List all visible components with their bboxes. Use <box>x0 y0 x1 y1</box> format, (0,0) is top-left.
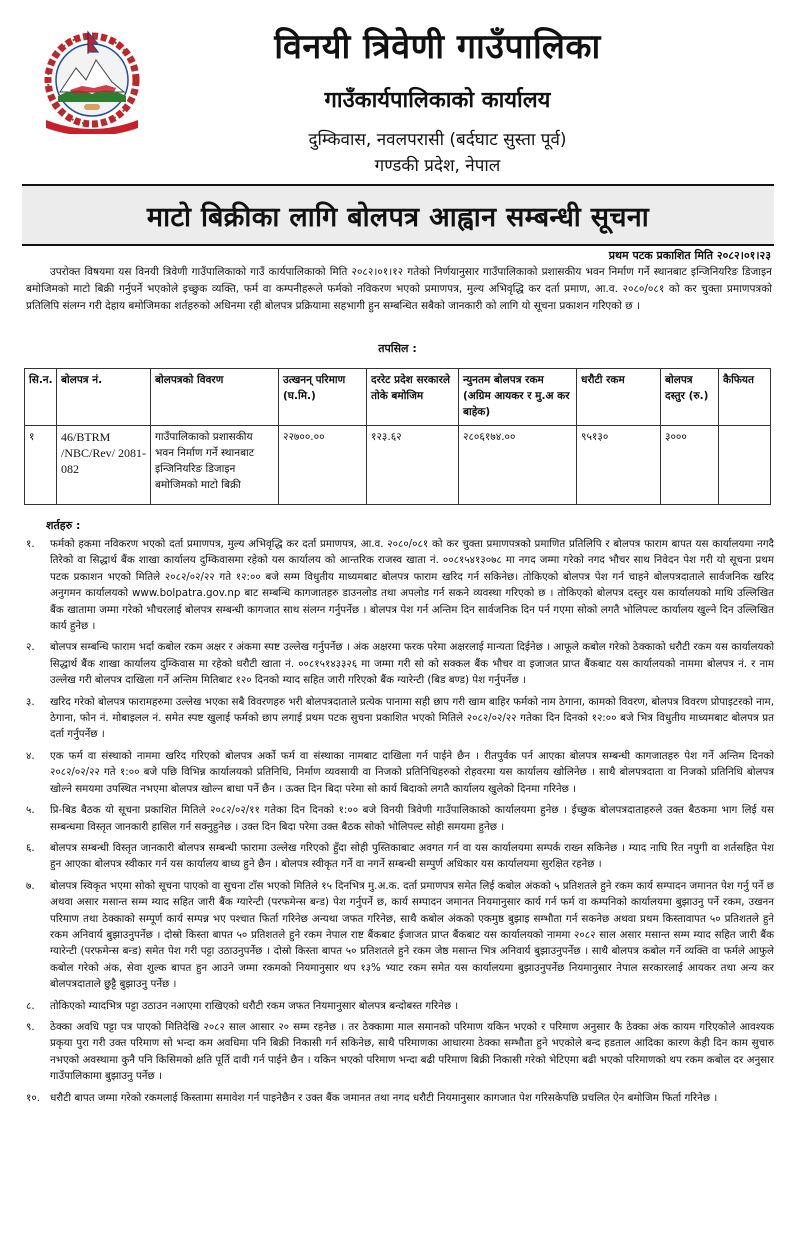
condition-number: १०. <box>26 1091 40 1104</box>
condition-text: बोलपत्र स्विकृत भएमा सोको सूचना पाएको वा सुचना टाँस भएको मितिले १५ दिनभित्र मु.अ.क. दर्ता प्रमाणपत्र समेत लिई कबोल अंकको ५ प्रतिशतले हुने रकम कार्य सम्पादन जमानत पेश गर्नु पर्ने छ अथवा असार मसान्त सम्म म्याद सहित जारी बैंक ग्यारेन्टी (परफमेन्स बन्ड) पेश गर्नुपर्ने छ, कार्य सम्पादन जमानत नियमानुसार कार्य गर्न फर्म वा कम्पनिको कार्यालयमा बुझाउनु पर्ने रकम, उखनन परिमाण तथा ठेक्काको सम्पूर्ण कार्य सम्पन्न भए पश्चात फिर्ता गरिनेछ अन्यथा जफत गरिनेछ, साथै कबोल अंकको एकमुष्ठ बुझाइ सम्भौता गर्न सकनेछ अथवा प्रथम किस्तावापत ५० प्रतिशतले हुने रकम अनिवार्य बुझाउनुपर्नेछ । दोस्रो किस्ता बापत ५० प्रतिशतले हुने रकम नेपाल राष्ट बैंकबाट ईजाजत प्राप्त बैंकबाट यस कार्यालयको नाममा २०८२ साल असार मसान्त सम्म म्याद सहित जारी बैंक ग्यारेन्टी (परफमेन्स बन्ड) समेत पेश गरी पट्टा उठाउनुपर्नेछ । दोस्रो किस्ता बापत ५० प्रतिशतले हुने रकम जेष्ठ मसान्त भित्र अनिवार्य बुझाउनुपर्नेछ । साथै बोलपत्र कबोल गर्ने व्यक्ति वा फर्मले आफुले कबोल गरेको अंक, सेवा शुल्क बापत हुन आउने जम्मा रकमको नियमानुसार थप १३% भ्याट रकम समेत यस कार्यालयमा बुझाउनुपर्नेछ नियमानुसार नेपाल सरकारलाई आयकर तथा अन्य कर बोलपत्रदाताले छुट्टै बुझाउनु पर्नेछ । <box>50 879 774 991</box>
notice-title: माटो बिक्रीका लागि बोलपत्र आह्वान सम्बन्धी सूचना <box>146 201 650 233</box>
col-header-remarks: कैफियत <box>719 369 771 426</box>
condition-number: ८. <box>26 999 35 1012</box>
condition-text: धरौटी बापत जम्मा गरेको रकमलाई किस्तामा समावेश गर्न पाइनेछैन र उक्त बैंक जमानत तथा नगद धरौटी नियमानुसार कागजात पेश गरिसकेपछि प्रचलित ऐन बमोजिम फिर्ता गरिनेछ । <box>50 1091 718 1104</box>
conditions-title: शर्तहरु : <box>46 519 81 532</box>
list-item <box>26 639 774 688</box>
cell-fee: ३००० <box>661 426 719 505</box>
col-header-description: बोलपत्रको विवरण <box>151 369 279 426</box>
published-date: प्रथम पटक प्रकाशित मिति २०८२।०१।२३ <box>608 249 771 262</box>
condition-text: बोलपत्र सम्बन्धी विस्तृत जानकारी बोलपत्र सम्बन्धी फारामा उल्लेख गरिएको हुँदा सोही पुस्तिकाबाट अवगत गर्न वा यस कार्यालयमा सम्पर्क राख्न सकिनेछ । म्याद नाघि रित नपुगी वा शर्तसहित पेश हुन आएका बोलपत्र स्वीकार गर्न यस कार्यालय बाध्य हुने छैन । बोलपत्र स्वीकृत गर्ने वा नगर्ने सम्बन्धी सम्पुर्ण अधिकार यस कार्यालयमा सुरक्षित रहनेछ । <box>50 841 774 871</box>
org-name: विनयी त्रिवेणी गाउँपालिका <box>274 27 601 67</box>
province-line: गण्डकी प्रदेश, नेपाल <box>374 156 501 176</box>
details-heading: तपसिल : <box>378 342 417 355</box>
list-item <box>26 998 774 1014</box>
list-item <box>26 878 774 993</box>
col-header-fee: बोलपत्र दस्तुर (रु.) <box>661 369 719 426</box>
col-header-min-amount: न्युनतम बोलपत्र रकम (अग्रिम आयकर र मु.अ कर बाहेक) <box>459 369 577 426</box>
list-item <box>26 840 774 873</box>
list-item <box>26 1019 774 1085</box>
cell-bid-no: 46/BTRM /NBC/Rev/ 2081-082 <box>57 426 151 505</box>
cell-sn: १ <box>25 426 57 505</box>
condition-text: प्रि-बिड बैठक यो सूचना प्रकाशित मितिले २०८२/०२/११ गतेका दिन दिनको १:०० बजे विनयी त्रिवेणी गाउँपालिकाको कार्यालयमा हुनेछ । ईच्छुक बोलपत्रदाताहरुले उक्त बैठकमा भाग लिई यस सम्बन्धमा विस्तृत जानकारी हासिल गर्न सक्नुहुनेछ । उक्त दिन बिदा परेमा उक्त बैठक सोको भोलिपल्ट सोही समयमा हुनेछ । <box>50 804 774 833</box>
condition-number: ९. <box>26 1020 35 1033</box>
list-item <box>26 802 774 835</box>
list-item <box>26 748 774 797</box>
bid-table <box>24 368 771 505</box>
cell-quantity: २२७००.०० <box>279 426 367 505</box>
col-header-sn: सि.न. <box>25 369 57 426</box>
condition-text: तोकिएको म्यादभित्र पट्टा उठाउन नआएमा राखिएको धरौटी रकम जफत नियमानुसार बोलपत्र बन्दोबस्त गरिनेछ । <box>50 999 459 1012</box>
notice-title-banner <box>22 184 774 246</box>
col-header-rate: दररेट प्रदेश सरकारले तोके बमोजिम <box>367 369 459 426</box>
cell-deposit: ९५१३० <box>577 426 661 505</box>
condition-text: फर्मको हकमा नविकरण भएको दर्ता प्रमाणपत्र, मुल्य अभिवृद्धि कर दर्ता प्रमाणपत्र, आ.व. २०८०/०८१ को कर चुक्ता प्रमाणपत्रको प्रमाणित प्रतिलिपि र बोलपत्र फाराम बापत यस कार्यालयमा नगदै तिरेको वा सिद्धार्थ बैंक शाखा कार्यालय दुम्किवासमा रहेको यस कार्यालय को आन्तरिक राजस्व खाता नं. ००८१५४१३०७८ मा नगद जम्मा गरेको नगद भौचर साथ निवेदन पेश गरी यो सूचना प्रथम पटक प्रकाशन भएको मितिले २०८२/०२/२२ गते १२:०० बजे सम्म विधुतीय माध्यमबाट बोलपत्र फाराम खरिद गर्न सकिनेछ। तोकिएको बोलपत्र पेश गर्न चाहने बोलपत्रदाताले सार्वजनिक खरिद अनुगमन कार्यालयको www.bolpatra.gov.np बाट सम्बन्धि कागजातहरु डाउनलोड तथा अपलोड गर्न सकने व्यवस्था गरिएको छ । तोकिएको बोलपत्र दस्तुर यस कार्यालयको माथि उल्लिखित बैंक खातामा जम्मा गरेको भौचरलाई बोलपत्र सम्बन्धी कागजात साथ संलग्न गर्नुपर्नेछ । बोलपत्र पेश गर्न अन्तिम दिन सार्वजनिक दिन पर्न गएमा सोको लगतै भोलिपल्ट कार्यालय खुल्ने दिन उल्लिखित कार्य हुनेछ । <box>50 538 774 633</box>
condition-number: ४. <box>26 749 35 762</box>
col-header-bid-no: बोलपत्र नं. <box>57 369 151 426</box>
list-item <box>26 694 774 743</box>
nepal-emblem-icon <box>36 30 148 134</box>
condition-number: ३. <box>26 695 35 708</box>
condition-text: खरिद गरेको बोलपत्र फारामहरुमा उल्लेख भएका सबै विवरणहरु भरी बोलपत्रदाताले प्रत्येक पानामा सही छाप गरी खाम बाहिर फर्मको नाम ठेगाना, कामको विवरण, बोलपत्र विवरण प्रोपाइटरको नाम, ठेगाना, फोन नं. मोबाइलल नं. समेत स्पष्ट खुलाई फर्मको छाप लगाई प्रथम पटक सुचना प्रकाशित भएको मितिले २०८२/०२/२२ गतेका दिन दिनको १२:०० बजे भित्र विधुतीय माध्यमबाट बोलपत्र प्रत दर्ता गर्नुपर्नेछ । <box>50 695 774 741</box>
condition-text: एक फर्म वा संस्थाको नाममा खरिद गरिएको बोलपत्र अर्को फर्म वा संस्थाका नामबाट दाखिला गर्न पाईने छैन । रीतपुर्वक पर्न आएका बोलपत्र सम्बन्धी कागजातहरु पेश गर्ने अन्तिम दिनको २०८२/०२/२२ गते १:०० बजे पछि विभिन्न कार्यालयको प्रतिनिधि, निर्माण व्यवसायी वा निजको प्रतिनिधिहरुको रोहवरमा यस कार्यालय खोलिनेछ । साथै बोलपत्रदाता वा निजको प्रतिनिधि बोलपत्र खोल्ने समयमा उपस्थित नभएमा बोलपत्र खोल्न बाधा पर्ने छैन । ऊक्त दिन बिदा परेमा सो कार्य बिदाको लगतै कार्यालय खुलेको दिनमा गरिनेछ । <box>50 749 774 795</box>
cell-remarks <box>719 426 771 505</box>
office-address: दुम्किवास, नवलपरासी (बर्दघाट सुस्ता पूर्व) <box>308 130 567 150</box>
condition-number: २. <box>26 641 35 654</box>
list-item <box>26 1090 774 1106</box>
condition-number: १. <box>26 538 35 550</box>
office-name: गाउँकार्यपालिकाको कार्यालय <box>324 88 551 113</box>
cell-min-amount: २८०६१७४.०० <box>459 426 577 505</box>
intro-paragraph: उपरोक्त विषयमा यस विनयी त्रिवेणी गाउँपालिकाको गाउँ कार्यपालिकाको मिति २०८२।०१।१२ गतेको निर्णयानुसार गाउँपालिकाको प्रशासकीय भवन निर्माण गर्ने स्थानबाट इन्जिनियरिङ डिजाइन बमोजिमको माटो बिक्री गर्नुपर्ने भएकोले इच्छुक व्यक्ति, फर्म वा कम्पनीहरूले फर्मको नविकरण भएको प्रमाणपत्र, मुल्य अभिवृद्धि कर दर्ता प्रमाण, आ.व. २०८०/०८१ को कर चुक्ता प्रमाणपत्रको प्रतिलिपि संलग्न गरी देहाय बमोजिमका शर्तहरुको अधिनमा रही बोलपत्र प्रक्रियामा सहभागी हुन सम्बन्धित सबैको जानकारी को लागि यो सूचना प्रकाशन गरिएको छ । <box>26 266 772 312</box>
condition-number: ७. <box>26 879 35 892</box>
condition-number: ६. <box>26 841 35 854</box>
cell-rate: १२३.६२ <box>367 426 459 505</box>
condition-number: ५. <box>26 804 35 817</box>
col-header-quantity: उत्खनन् परिमाण (घ.मि.) <box>279 369 367 426</box>
condition-text: बोलपत्र सम्बन्धि फाराम भर्दा कबोल रकम अक्षर र अंकमा स्पष्ट उल्लेख गर्नुपर्नेछ । अंक अक्षरमा फरक परेमा अक्षरलाई मान्यता दिईनेछ । आफूले कबोल गरेको ठेक्काको धरौटी रकम यस कार्यालयको सिद्धार्थ बैंक शाखा कार्यालय दुम्किवास मा रहेको धरौटी खाता नं. ००८१५१४३३२६ मा जम्मा गरी सो को सक्कल बैंक भौचर वा इजाजत प्राप्त बैंकबाट यस कार्यालयको नाममा बोलपत्र नं. र नाम उल्लेख गरी बोलपत्र दाखिला गर्ने अन्तिम मितिबाट १२० दिनको म्याद सहित जारी गरिएको बैंक ग्यारेन्टी (बिड बण्ड) पेश गर्नुपर्नेछ । <box>50 641 774 687</box>
col-header-deposit: धरौटी रकम <box>577 369 661 426</box>
table-header-row <box>25 369 771 426</box>
list-item <box>26 536 774 634</box>
table-row <box>25 426 771 505</box>
condition-text: ठेक्का अवधि पट्टा पत्र पाएको मितिदेखि २०८२ साल आसार २० सम्म रहनेछ । तर ठेक्कामा माल समानको परिमाण यकिन भएको र परिमाण अनुसार कै ठेक्का अंक कायम गरिएकोले आवश्यक प्रकृया पुरा गरी उक्त परिमाण सो भन्दा कम अवधिमा पनि बिक्री निकासी गर्न सकिनेछ, साथै परिमाणका आधारमा ठेक्का सम्भौता हुने भएकोले बन्द हडताल आदिका कारण केही दिन काम सुचारु नभएको अवस्थामा कुनै पनि किसिमको क्षति पूर्ति दावी गर्न पाईने छैन । यकिन भएको परिमाण भन्दा बढी परिमाण बिक्री निकासी गरेको भेटिएमा बढी भएको परिमाणको थप रकम कबोल दर अनुसार गाउँपालिकामा बुझाउनु पर्नेछ । <box>50 1020 774 1083</box>
conditions-list <box>26 536 774 1111</box>
cell-description: गाउँपालिकाको प्रशासकीय भवन निर्माण गर्ने स्थानबाट इन्जिनियरिङ डिजाइन बमोजिमको माटो बिक्री <box>151 426 279 505</box>
